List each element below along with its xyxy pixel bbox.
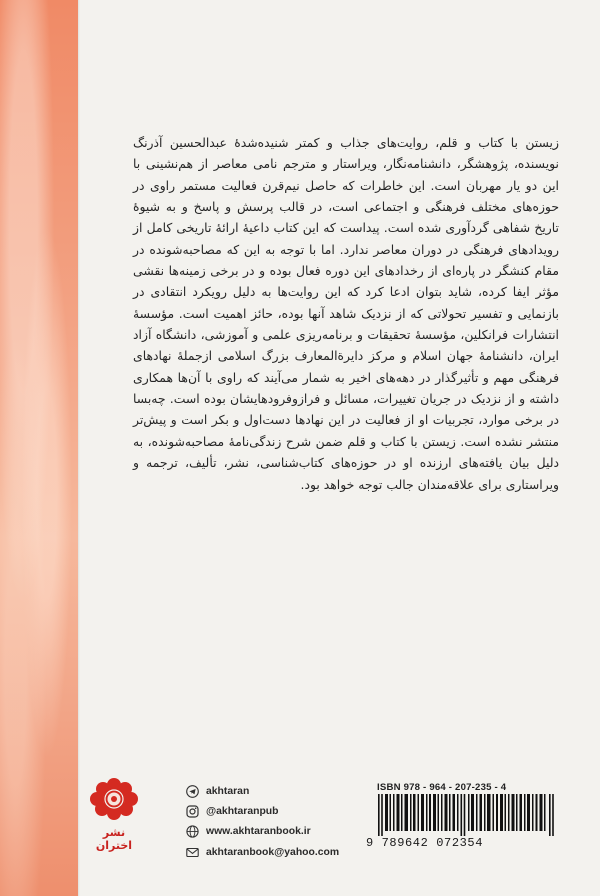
cover-spine-texture bbox=[0, 0, 78, 896]
publisher-contacts bbox=[186, 783, 339, 864]
barcode-digits: 9 789642 072354 bbox=[366, 836, 484, 850]
contact-telegram[interactable] bbox=[186, 783, 339, 800]
cover-edge-shadow bbox=[78, 0, 80, 896]
contact-instagram[interactable] bbox=[186, 803, 339, 820]
isbn-barcode bbox=[378, 794, 556, 836]
instagram-icon bbox=[186, 805, 199, 818]
globe-icon bbox=[186, 825, 199, 838]
contact-website-text: www.akhtaranbook.ir bbox=[206, 826, 311, 838]
back-cover-blurb: زیستن با کتاب و قلم، روایت‌های جذاب و کمتر شنیده‌شدهٔ عبدالحسین آذرنگ نویسنده، پژوهشگر، دانشنامه‌نگار، ویراستار و مترجم نامی معاصر از هم‌نشینی با این دو یار مهربان است. این خاطرات که حاصل نیم‌قرن فعالیت مستمر راوی در حوزه‌های مختلف فرهنگی و اجتماعی است، در قالب پرسش و پاسخ و به شیوهٔ تاریخ شفاهی گردآوری شده است. پیداست که این کتاب داعیهٔ ارائهٔ تاریخی کامل از رویدادهای فرهنگی در دوران معاصر ندارد. اما با توجه به این که مصاحبه‌شونده در مقام کنشگر در پاره‌ای از رخدادهای این دوره فعال بوده و در برخی زمینه‌ها نقشی مؤثر ایفا کرده، شاید بتوان ادعا کرد که این روایت‌ها به دلیل رویکرد انتقادی در بازنمایی و تفسیر تحولاتی که از نزدیک شاهد آنها بوده، حائز اهمیت است. مؤسسهٔ انتشارات فرانکلین، مؤسسهٔ تحقیقات و برنامه‌ریزی علمی و آموزشی، دانشگاه آزاد ایران، دانشنامهٔ جهان اسلام و مرکز دایرةالمعارف بزرگ اسلامی ازجملهٔ نهادهای فرهنگی مهم و تأثیرگذار در دهه‌های اخیر به شمار می‌آیند که راوی با آن‌ها همکاری داشته و از نزدیک در جریان تغییرات، مسائل و فرازوفرودهایشان بوده است. چه‌بسا در برخی موارد، تجربیات او از فعالیت در این نهادها دست‌اول و بکر است و پیش‌تر منتشر نشده است. زیستن با کتاب و قلم ضمن شرح زندگی‌نامهٔ مصاحبه‌شونده، به دلیل بیان یافته‌های ارزنده او در حوزه‌های کتاب‌شناسی، نشر، تألیف، ترجمه و ویراستاری برای علاقه‌مندان جالب توجه خواهد بود. bbox=[133, 135, 559, 492]
publisher-name: نشر اختران bbox=[95, 826, 133, 852]
contact-email-text: akhtaranbook@yahoo.com bbox=[206, 846, 340, 858]
publisher-flower-icon bbox=[86, 776, 142, 826]
contact-website[interactable] bbox=[186, 823, 339, 840]
contact-telegram-text: akhtaran bbox=[206, 786, 250, 797]
publisher-logo bbox=[86, 776, 142, 852]
telegram-icon bbox=[186, 785, 199, 798]
mail-icon bbox=[186, 846, 199, 859]
contact-email[interactable] bbox=[186, 844, 339, 861]
isbn-label: ISBN 978 - 964 - 207-235 - 4 bbox=[377, 782, 507, 793]
contact-instagram-text: @akhtaranpub bbox=[206, 806, 279, 818]
